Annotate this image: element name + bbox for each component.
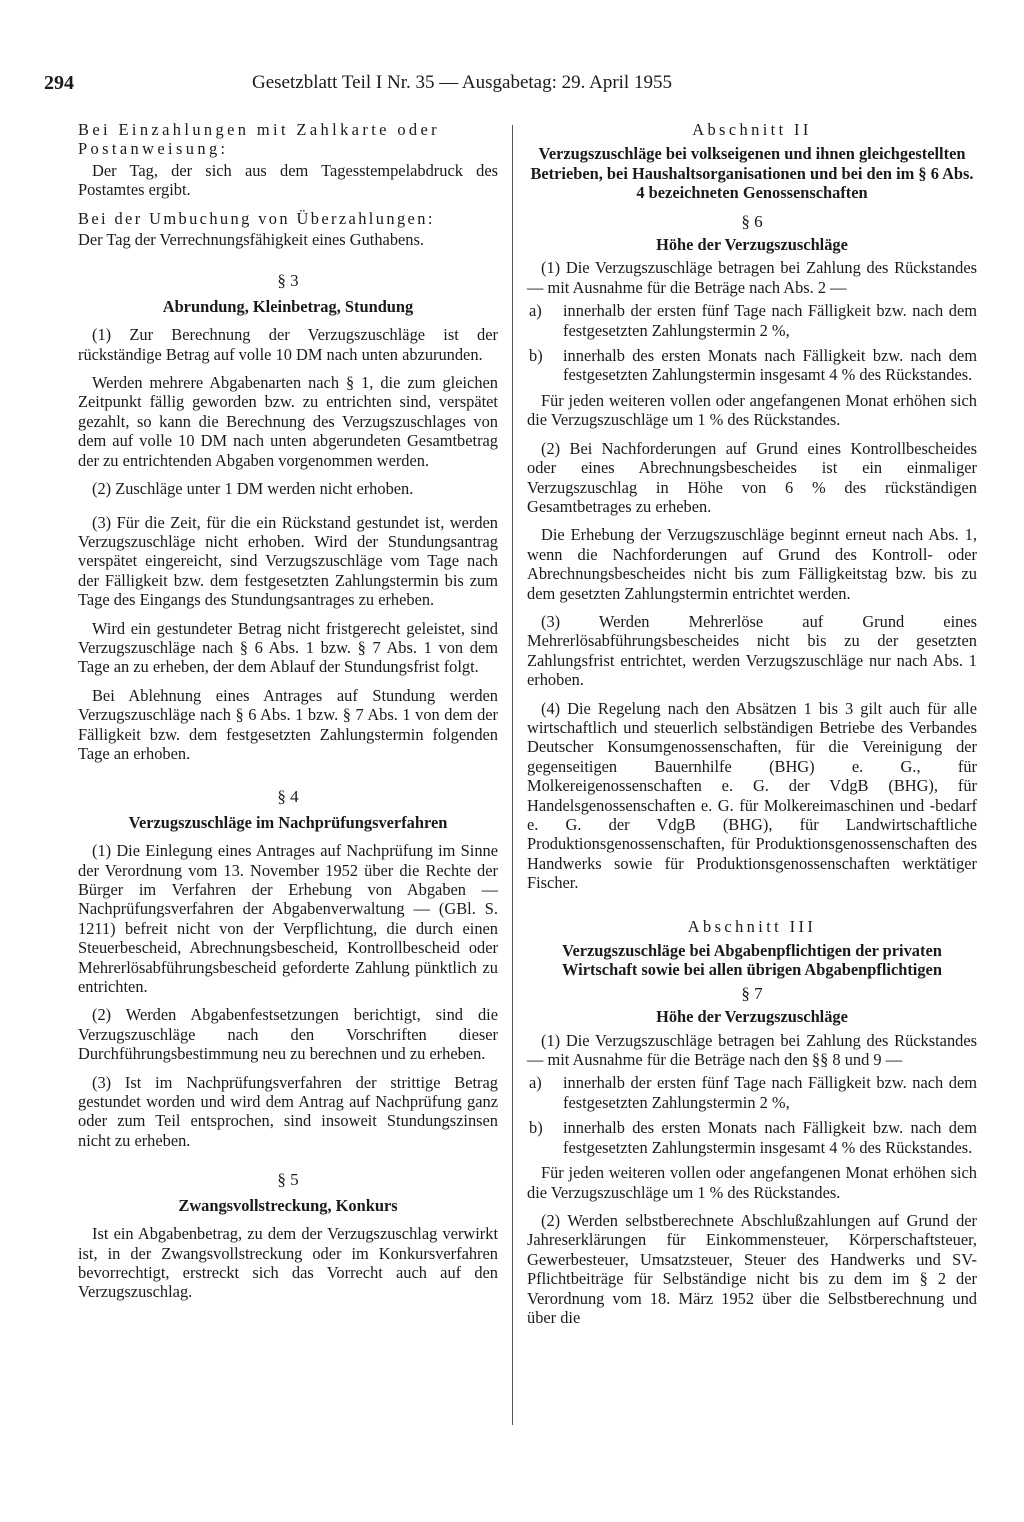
section-5-paragraph: Ist ein Abgabenbetrag, zu dem der Verzugszuschlag verwirkt ist, in der Zwangsvollstreckung oder im Konkursverfahren bevorrechtigt, erstreckt sich das Vorrecht auch auf den Verzugszuschlag. xyxy=(78,1224,498,1302)
section-7-list-item xyxy=(527,1073,977,1112)
abschnitt-3-title: Verzugszuschläge bei Abgabenpflichtigen der privaten Wirtschaft sowie bei allen übrigen Abgabenpflichtigen xyxy=(562,941,942,980)
section-6-list-item xyxy=(527,301,977,340)
list-item-text: innerhalb der ersten fünf Tage nach Fälligkeit bzw. nach dem festgesetzten Zahlungstermin 2 %, xyxy=(563,301,977,340)
list-item-label: b) xyxy=(529,346,543,366)
section-4-title: Verzugszuschläge im Nachprüfungsverfahren xyxy=(128,812,448,832)
section-4-paragraph: (3) Ist im Nachprüfungsverfahren der strittige Betrag gestundet worden und wird dem Antrag auf Nachprüfung ganz oder zum Teil entsprochen, sind insoweit Stundungszinsen nicht zu erheben. xyxy=(78,1072,498,1150)
section-6-paragraph: (1) Die Verzugszuschläge betragen bei Zahlung des Rückstandes — mit Ausnahme für die Beträge nach Abs. 2 — xyxy=(527,258,977,297)
section-6-title: Höhe der Verzugszuschläge xyxy=(656,235,848,255)
list-item-text: innerhalb der ersten fünf Tage nach Fälligkeit bzw. nach dem festgesetzten Zahlungstermin 2 %, xyxy=(563,1073,977,1112)
right-column xyxy=(527,120,977,1336)
section-6-paragraph: (2) Bei Nachforderungen auf Grund eines Kontrollbescheides oder eines Abrechnungsbescheides ist ein einmaliger Verzugszuschlag in Höhe von 6 % des rückständigen Gesamtbetrages zu erheben. xyxy=(527,438,977,516)
page-number: 294 xyxy=(44,72,74,94)
section-3-title: Abrundung, Kleinbetrag, Stundung xyxy=(162,296,414,316)
section-6-list-item xyxy=(527,346,977,385)
section-5-number: § 5 xyxy=(277,1170,299,1190)
abschnitt-3-heading: Abschnitt III xyxy=(687,916,817,936)
intro-text-1: Der Tag, der sich aus dem Tagesstempelabdruck des Postamtes ergibt. xyxy=(78,160,498,200)
section-4-number: § 4 xyxy=(277,787,299,807)
list-item-label: b) xyxy=(529,1118,543,1138)
abschnitt-2-title: Verzugszuschläge bei volkseigenen und ihnen gleichgestellten Betrieben, bei Haushaltsorganisationen und bei den im § 6 Abs. 4 bezeichneten Genossenschaften xyxy=(530,144,974,203)
intro-label-2: Bei der Umbuchung von Überzahlungen: xyxy=(78,208,435,228)
section-7-paragraph: (2) Werden selbstberechnete Abschlußzahlungen auf Grund der Jahreserklärungen für Einkommensteuer, Körperschaftsteuer, Gewerbesteuer, Umsatzsteuer, Steuer des Handwerks und SV-Pflichtbeiträge für Selbständige nicht bis zu dem im § 2 der Verordnung vom 18. März 1952 über die Selbstberechnung und über die xyxy=(527,1210,977,1327)
section-3-paragraph: Bei Ablehnung eines Antrages auf Stundung werden Verzugszuschläge nach § 6 Abs. 1 bzw. § 7 Abs. 1 von dem der Fälligkeit bzw. dem festgesetzten Zahlungstermin folgenden Tage an erhoben. xyxy=(78,685,498,763)
section-3-paragraph: (2) Zuschläge unter 1 DM werden nicht erhoben. xyxy=(92,479,414,499)
section-3-paragraph: (1) Zur Berechnung der Verzugszuschläge ist der rückständige Betrag auf volle 10 DM nach unten abzurunden. xyxy=(78,325,498,364)
section-3-number: § 3 xyxy=(277,271,299,291)
left-column xyxy=(78,120,498,1311)
list-item-text: innerhalb des ersten Monats nach Fälligkeit bzw. nach dem festgesetzten Zahlungstermin insgesamt 4 % des Rückstandes. xyxy=(563,1118,977,1157)
section-6-paragraph: Für jeden weiteren vollen oder angefangenen Monat erhöhen sich die Verzugszuschläge um 1 % des Rückstandes. xyxy=(527,390,977,430)
page-header xyxy=(44,72,764,102)
intro-text-2: Der Tag der Verrechnungsfähigkeit eines Guthabens. xyxy=(78,230,424,250)
list-item-label: a) xyxy=(529,301,542,321)
list-item-text: innerhalb des ersten Monats nach Fälligkeit bzw. nach dem festgesetzten Zahlungstermin insgesamt 4 % des Rückstandes. xyxy=(563,346,977,385)
section-7-number: § 7 xyxy=(741,983,763,1003)
section-4-paragraph: (1) Die Einlegung eines Antrages auf Nachprüfung im Sinne der Verordnung vom 13. November 1952 über die Rechte der Bürger im Verfahren der Erhebung von Abgaben — Nachprüfungsverfahren der Abgabenverwaltung — (GBl. S. 1211) befreit nicht von der Verpflichtung, die durch einen Steuerbescheid, Abrechnungsbescheid, Kontrollbescheid oder Mehrerlösabführungsbescheid geforderte Zahlung pünktlich zu entrichten. xyxy=(78,841,498,997)
section-6-paragraph: (4) Die Regelung nach den Absätzen 1 bis 3 gilt auch für alle wirtschaftlich und steuerlich selbständigen Betriebe des Verbandes Deutscher Konsumgenossenschaften, für die Vereinigung der gegenseitigen Bauernhilfe (BHG) e. G., für Molkereigenossenschaften e. G. der VdgB (BHG), für Handelsgenossenschaften e. G. für Molkereimaschinen und -bedarf e. G. der VdgB (BHG), für Landwirtschaftliche Produktionsgenossenschaften, für Produktionsgenossenschaften des Handwerks sowie für Produktionsgenossenschaften werktätiger Fischer. xyxy=(527,698,977,893)
intro-label-1: Bei Einzahlungen mit Zahlkarte oder Postanweisung: xyxy=(78,120,441,159)
section-7-paragraph: Für jeden weiteren vollen oder angefangenen Monat erhöhen sich die Verzugszuschläge um 1 % des Rückstandes. xyxy=(527,1163,977,1202)
section-5-title: Zwangsvollstreckung, Konkurs xyxy=(178,1195,398,1215)
header-title: Gesetzblatt Teil I Nr. 35 — Ausgabetag: 29. April 1955 xyxy=(252,72,672,93)
section-6-paragraph: (3) Werden Mehrerlöse auf Grund eines Mehrerlösabführungsbescheides nicht bis zu der gesetzten Zahlungsfrist entrichtet, werden Verzugszuschläge nur nach Abs. 1 erhoben. xyxy=(527,611,977,690)
list-item-label: a) xyxy=(529,1073,542,1093)
section-7-paragraph: (1) Die Verzugszuschläge betragen bei Zahlung des Rückstandes — mit Ausnahme für die Beträge nach den §§ 8 und 9 — xyxy=(527,1030,977,1070)
section-6-number: § 6 xyxy=(741,211,763,231)
section-6-paragraph: Die Erhebung der Verzugszuschläge beginnt erneut nach Abs. 1, wenn die Nachforderungen auf Grund des Kontroll- oder Abrechnungsbescheides nicht bis zum Fälligkeitstag bzw. bis zu dem gesetzten Zahlungstermin entrichtet werden. xyxy=(527,525,977,603)
section-4-paragraph: (2) Werden Abgabenfestsetzungen berichtigt, sind die Verzugszuschläge nach den Vorschriften dieser Durchführungsbestimmung neu zu berechnen und zu erheben. xyxy=(78,1005,498,1064)
section-7-title: Höhe der Verzugszuschläge xyxy=(656,1007,848,1027)
section-3-paragraph: Werden mehrere Abgabenarten nach § 1, die zum gleichen Zeitpunkt fällig geworden bzw. zu entrichten sind, verspätet gezahlt, so kann die Berechnung des Verzugszuschlages von dem auf volle 10 DM nach unten abgerundeten Gesamtbetrag der zu entrichtenden Abgaben vorgenommen werden. xyxy=(78,373,498,470)
section-7-list-item xyxy=(527,1118,977,1157)
section-3-paragraph: Wird ein gestundeter Betrag nicht fristgerecht geleistet, sind Verzugszuschläge nach § 6 Abs. 1 bzw. § 7 Abs. 1 von dem Tage an zu erheben, der dem Ablauf der Stundungsfrist folgt. xyxy=(78,618,498,677)
column-divider xyxy=(512,125,513,1425)
section-3-paragraph: (3) Für die Zeit, für die ein Rückstand gestundet ist, werden Verzugszuschläge nicht erhoben. Wird der Stundungsantrag verspätet eingereicht, sind Verzugszuschläge vom Tage nach der Fälligkeit bzw. dem festgesetzten Zahlungstermin bis zum Tage des Eingangs des Stundungsantrages zu erheben. xyxy=(78,512,498,610)
abschnitt-2-heading: Abschnitt II xyxy=(692,120,812,139)
